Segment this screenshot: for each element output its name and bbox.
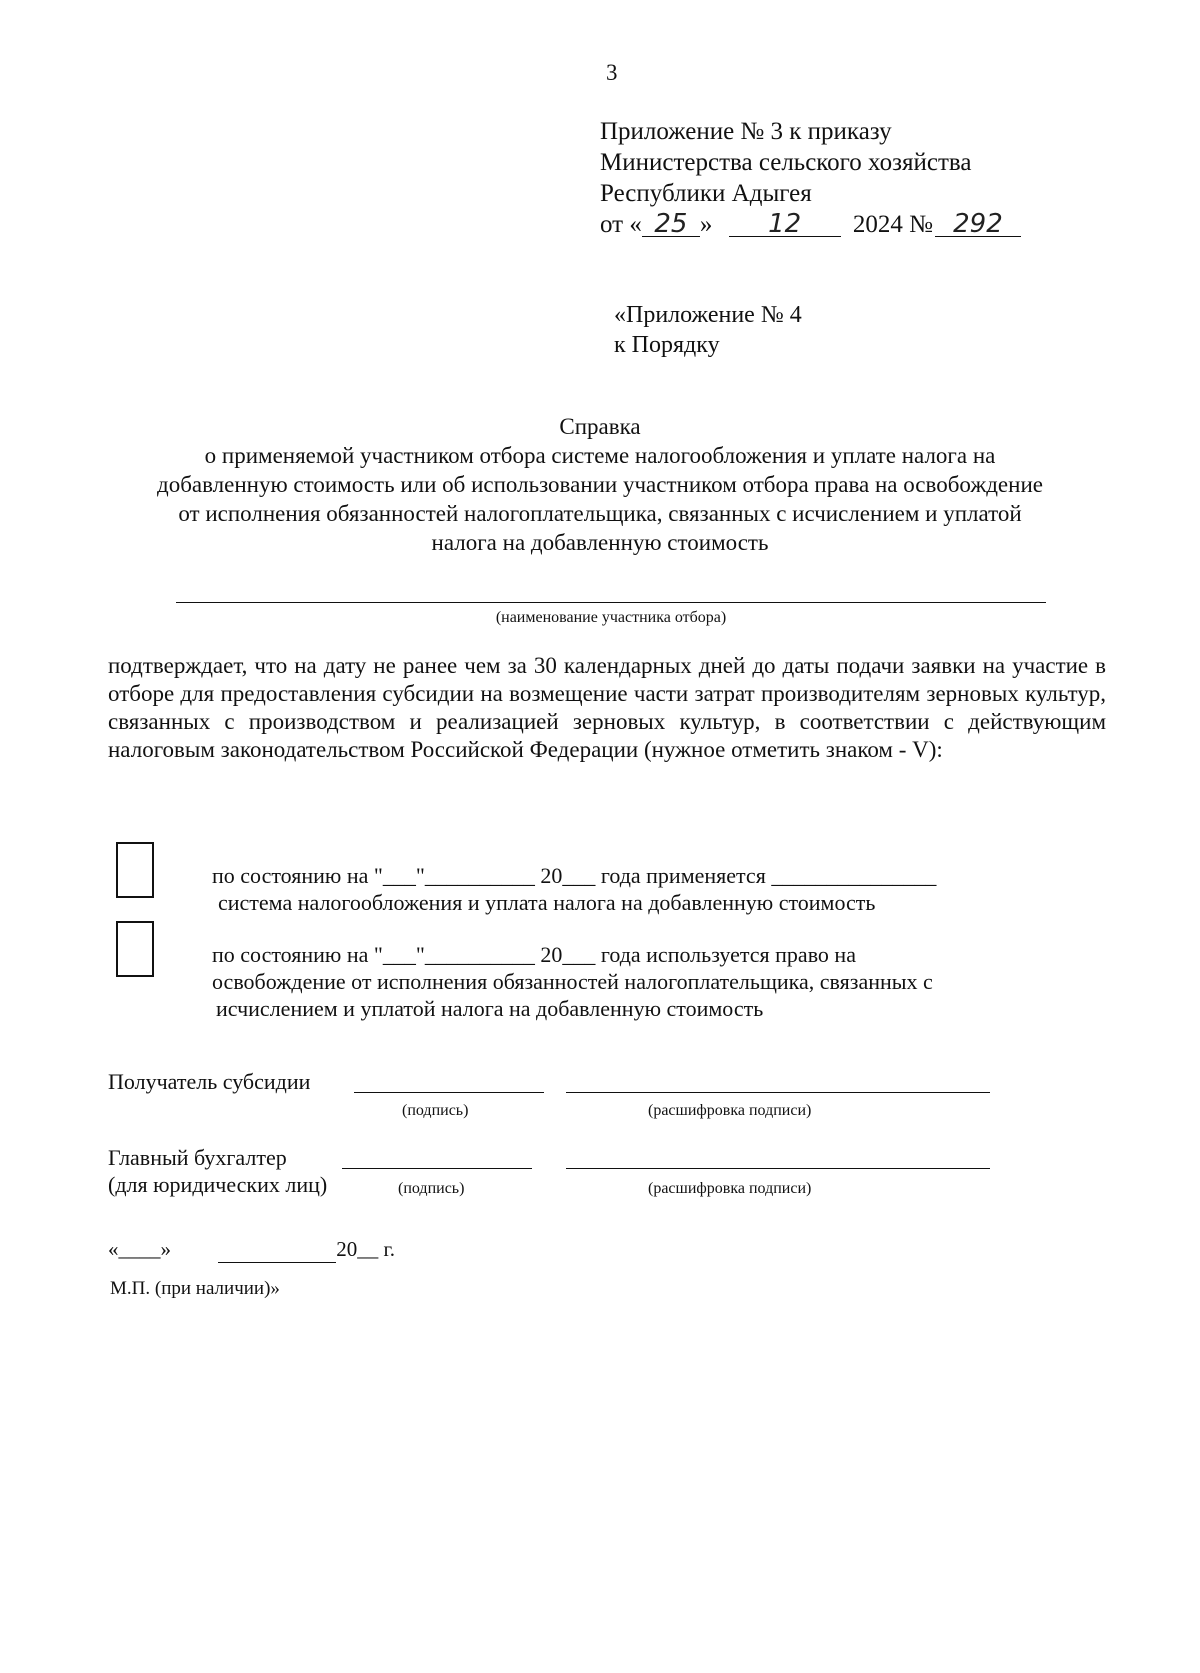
document-title — [110, 412, 1090, 557]
title-line-3: от исполнения обязанностей налогоплательщика, связанных с исчислением и уплатой — [178, 501, 1022, 526]
option-2-line-1: по состоянию на "___"__________ 20___ года используется право на — [212, 942, 856, 967]
recipient-signature-caption: (подпись) — [402, 1102, 469, 1119]
participant-name-caption: (наименование участника отбора) — [495, 609, 727, 626]
title-line-1: о применяемой участником отбора системе налогообложения и уплате налога на — [204, 443, 996, 468]
date-close-quote: » — [699, 211, 713, 238]
option-exemption — [212, 941, 933, 1022]
order-month: 12 — [729, 212, 841, 237]
appendix-4-header — [614, 300, 802, 360]
order-number: 292 — [935, 212, 1021, 237]
title-line-4: налога на добавленную стоимость — [431, 530, 769, 555]
accountant-decryption-line — [566, 1168, 990, 1169]
appendix-4-line-1: «Приложение № 4 — [614, 302, 802, 328]
accountant-decryption-caption: (расшифровка подписи) — [648, 1180, 812, 1197]
option-1-line-1: по состоянию на "___"__________ 20___ года применяется _______________ — [212, 863, 937, 888]
option-tax-system — [212, 862, 936, 916]
accountant-label-line-2: (для юридических лиц) — [108, 1172, 328, 1197]
date-year: 20__ г. — [336, 1237, 395, 1261]
order-year-number-label: 2024 № — [852, 211, 933, 238]
date-month-blank — [218, 1237, 336, 1263]
order-date-line — [600, 209, 1021, 240]
recipient-decryption-line — [566, 1092, 990, 1093]
participant-name-line — [176, 602, 1046, 603]
title-line-2: добавленную стоимость или об использовании участником отбора права на освобождение — [157, 472, 1043, 497]
appendix-3-line-1: Приложение № 3 к приказу — [600, 118, 892, 145]
date-day-blank: «____» — [108, 1237, 171, 1261]
recipient-label: Получатель субсидии — [108, 1069, 311, 1094]
stamp-place: М.П. (при наличии)» — [110, 1278, 280, 1299]
accountant-signature-caption: (подпись) — [398, 1180, 465, 1197]
checkbox-exemption[interactable] — [116, 921, 154, 977]
accountant-signature-line — [342, 1168, 532, 1169]
appendix-3-line-2: Министерства сельского хозяйства — [600, 149, 972, 176]
date-line — [108, 1237, 395, 1263]
appendix-4-line-2: к Порядку — [614, 332, 720, 358]
recipient-signature-line — [354, 1092, 544, 1093]
option-1-line-2: система налогообложения и уплата налога на добавленную стоимость — [218, 890, 876, 915]
date-prefix: от « — [600, 211, 642, 238]
recipient-decryption-caption: (расшифровка подписи) — [648, 1102, 812, 1119]
checkbox-tax-system[interactable] — [116, 842, 154, 898]
option-2-line-3: исчислением и уплатой налога на добавленную стоимость — [216, 996, 764, 1021]
title-heading: Справка — [559, 414, 641, 439]
page-number: 3 — [606, 60, 618, 85]
accountant-label-line-1: Главный бухгалтер — [108, 1145, 287, 1170]
appendix-3-header — [600, 116, 1021, 240]
appendix-3-line-3: Республики Адыгея — [600, 180, 812, 207]
order-day: 25 — [642, 212, 700, 237]
accountant-label — [108, 1144, 327, 1198]
body-paragraph: подтверждает, что на дату не ранее чем за 30 календарных дней до даты подачи заявки на участие в отборе для предоставления субсидии на возмещение части затрат производителям зерновых культур, связанных с производством и реализацией зерновых культур, в соответствии с действующим налоговым законодательством Российской Федерации (нужное отметить знаком - V): — [108, 653, 1106, 762]
option-2-line-2: освобождение от исполнения обязанностей налогоплательщика, связанных с — [212, 969, 933, 994]
